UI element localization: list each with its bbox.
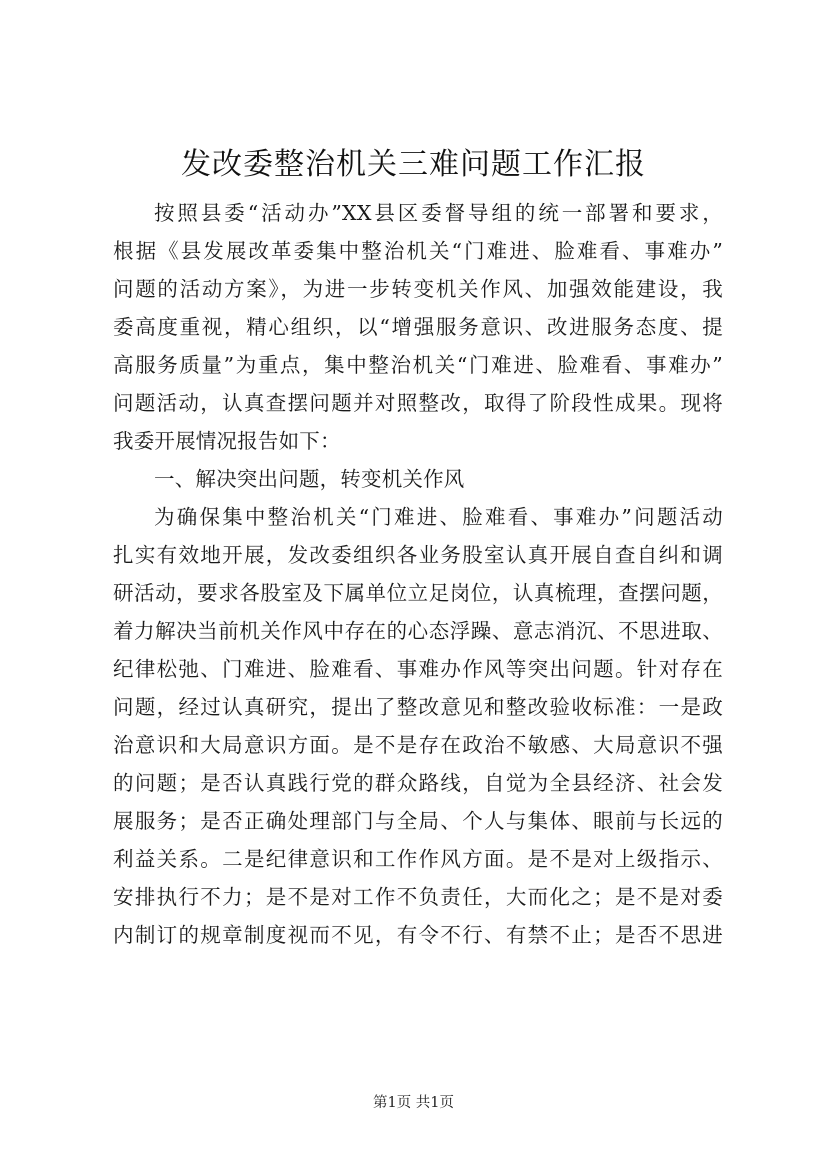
text-line: 研活动，要求各股室及下属单位立足岗位，认真梳理，查摆问题，: [113, 581, 723, 605]
text-line: 问题活动，认真查摆问题并对照整改，取得了阶段性成果。现将: [113, 391, 723, 415]
document-title: 发改委整治机关三难问题工作汇报: [181, 147, 646, 182]
text-line: 按照县委“活动办”XX县区委督导组的统一部署和要求，: [154, 201, 723, 225]
text-line: 高服务质量”为重点，集中整治机关“门难进、脸难看、事难办”: [113, 353, 723, 377]
text-line: 问题的活动方案》，为进一步转变机关作风、加强效能建设，我: [113, 277, 723, 301]
text-line: 纪律松弛、门难进、脸难看、事难办作风等突出问题。针对存在: [113, 657, 723, 681]
text-line: 委高度重视，精心组织，以“增强服务意识、改进服务态度、提: [113, 315, 723, 339]
text-line: 利益关系。二是纪律意识和工作作风方面。是不是对上级指示、: [113, 847, 723, 871]
text-line: 我委开展情况报告如下：: [113, 429, 341, 453]
text-line: 治意识和大局意识方面。是不是存在政治不敏感、大局意识不强: [113, 733, 723, 757]
document-body: [113, 194, 723, 954]
text-line: 根据《县发展改革委集中整治机关“门难进、脸难看、事难办”: [113, 239, 723, 263]
text-line: 的问题；是否认真践行党的群众路线，自觉为全县经济、社会发: [113, 771, 723, 795]
text-line: 安排执行不力；是不是对工作不负责任，大而化之；是不是对委: [113, 885, 723, 909]
text-line: 问题，经过认真研究，提出了整改意见和整改验收标准：一是政: [113, 695, 723, 719]
text-line: 扎实有效地开展，发改委组织各业务股室认真开展自查自纠和调: [113, 543, 723, 567]
text-line: 着力解决当前机关作风中存在的心态浮躁、意志消沉、不思进取、: [113, 619, 723, 643]
text-line: 内制订的规章制度视而不见，有令不行、有禁不止；是否不思进: [113, 923, 723, 947]
text-line: 一、解决突出问题，转变机关作风: [154, 467, 465, 491]
text-line: 为确保集中整治机关“门难进、脸难看、事难办”问题活动: [154, 505, 723, 529]
text-line: 展服务；是否正确处理部门与全局、个人与集体、眼前与长远的: [113, 809, 723, 833]
page-footer: 第1页 共1页: [372, 1095, 455, 1111]
